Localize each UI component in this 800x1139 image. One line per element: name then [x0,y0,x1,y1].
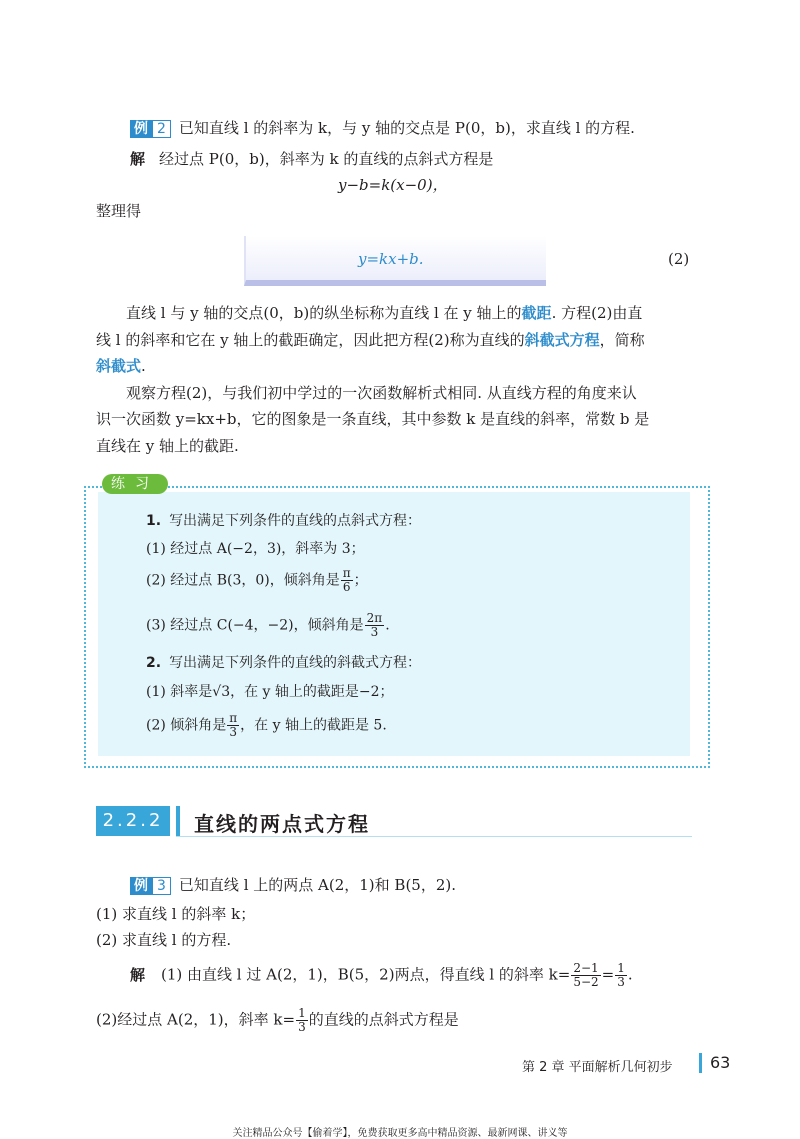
example-badge: 例 [130,877,152,895]
example-3-text: 已知直线 l 上的两点 A(2，1)和 B(5，2). [178,876,456,894]
fraction [341,567,353,594]
denominator: 3 [298,1020,306,1034]
example-3-question-2: (2) 求直线 l 的方程. [96,931,232,949]
solution-text: 经过点 P(0，b)，斜率为 k 的直线的点斜式方程是 [159,150,494,168]
term-slope-intercept-equation: 斜截式方程 [524,331,600,349]
practice-border-right [708,486,710,764]
fraction [571,962,600,989]
text: . [627,965,633,984]
page-number: 63 [710,1053,731,1072]
numerator: 2π [366,611,383,625]
denominator: 5−2 [573,975,599,989]
fraction [227,712,239,739]
practice-q2-title [146,652,421,672]
example-badge: 例 [130,120,152,138]
sqrt: √3 [212,684,231,700]
paragraph-1-line-3 [96,355,146,376]
text: 直线 l 与 y 轴的交点(0，b)的纵坐标称为直线 l 在 y 轴上的 [126,304,522,322]
numerator: 1 [298,1006,306,1020]
solution-line [130,148,493,169]
example-2-text: 已知直线 l 的斜率为 k，与 y 轴的交点是 P(0，b)，求直线 l 的方程. [178,119,635,137]
practice-q1-title [146,510,421,530]
text: . [385,617,390,634]
denominator: 6 [342,580,351,594]
text: . [141,357,146,375]
term-slope-intercept: 斜截式 [96,357,142,375]
q2-number: 2. [146,655,162,671]
paragraph-2-line-1: 观察方程(2)，与我们初中学过的一次函数解析式相同. 从直线方程的角度来认 [126,384,637,402]
equation-number: (2) [668,250,690,268]
solution-label: 解 [130,150,146,168]
text: ，在 y 轴上的截距是−2； [230,684,394,700]
text: (1) 由直线 l 过 A(2，1)，B(5，2)两点，得直线 l 的斜率 k= [161,965,571,984]
paragraph-2-line-3: 直线在 y 轴上的截距. [96,437,239,455]
text: (2)经过点 A(2，1)，斜率 k= [96,1010,296,1029]
practice-q2-item-2 [146,712,387,739]
example-3-header [130,874,456,895]
paragraph-2-line-2: 识一次函数 y=kx+b，它的图象是一条直线，其中参数 k 是直线的斜率，常数 b 是 [96,410,650,428]
text: = [601,965,615,984]
equation-2: y=kx+b. [358,250,424,268]
paragraph-1-line-1 [126,302,642,323]
numerator: π [342,566,351,580]
fraction [296,1007,308,1034]
example-number: 3 [152,877,171,895]
solution-label: 解 [130,965,146,984]
text: (3) 经过点 C(−4，−2)，倾斜角是 [146,617,364,634]
example-3-solution-1 [130,962,633,989]
practice-q2-item-1 [146,681,394,701]
equation-1: y−b=k(x−0)， [338,176,448,194]
numerator: 2−1 [573,961,599,975]
paragraph-1-line-2 [96,329,645,350]
arrange-text: 整理得 [96,202,142,220]
example-2-header [130,117,635,138]
q1-title: 写出满足下列条件的直线的点斜式方程： [169,513,422,529]
text: ； [353,572,368,589]
section-underline [176,836,692,837]
q2-title: 写出满足下列条件的直线的斜截式方程： [169,655,422,671]
text: ，在 y 轴上的截距是 5. [240,717,387,734]
numerator: π [229,711,238,725]
numerator: 1 [617,961,625,975]
text: 的直线的点斜式方程是 [308,1010,459,1029]
section-divider [176,806,180,836]
promo-note: 关注精品公众号【偷着学】，免费获取更多高中精品资源、最新网课、讲义等 [232,1128,568,1139]
section-number: 2.2.2 [96,806,170,836]
denominator: 3 [617,975,625,989]
text: (2) 经过点 B(3，0)，倾斜角是 [146,572,340,589]
text: ，简称 [599,331,645,349]
denominator: 3 [229,725,238,739]
example-3-solution-2 [96,1007,459,1034]
text: . 方程(2)由直 [551,304,643,322]
practice-border-left [84,486,86,764]
q1-number: 1. [146,513,162,529]
practice-q1-item-2 [146,567,368,594]
practice-q1-item-1: (1) 经过点 A(−2，3)，斜率为 3； [146,541,365,557]
example-3-question-1: (1) 求直线 l 的斜率 k； [96,905,256,923]
practice-tag: 练习 [102,474,168,494]
fraction [365,612,385,639]
text: 线 l 的斜率和它在 y 轴上的截距确定，因此把方程(2)称为直线的 [96,331,525,349]
chapter-title: 第 2 章 平面解析几何初步 [522,1060,673,1075]
practice-q1-item-3 [146,612,390,639]
text: (2) 倾斜角是 [146,717,227,734]
fraction [615,962,627,989]
term-intercept: 截距 [521,304,552,322]
footer-divider [699,1053,702,1073]
example-number: 2 [152,120,171,138]
denominator: 3 [370,625,379,639]
section-title: 直线的两点式方程 [194,812,370,836]
text: (1) 斜率是 [146,684,213,700]
